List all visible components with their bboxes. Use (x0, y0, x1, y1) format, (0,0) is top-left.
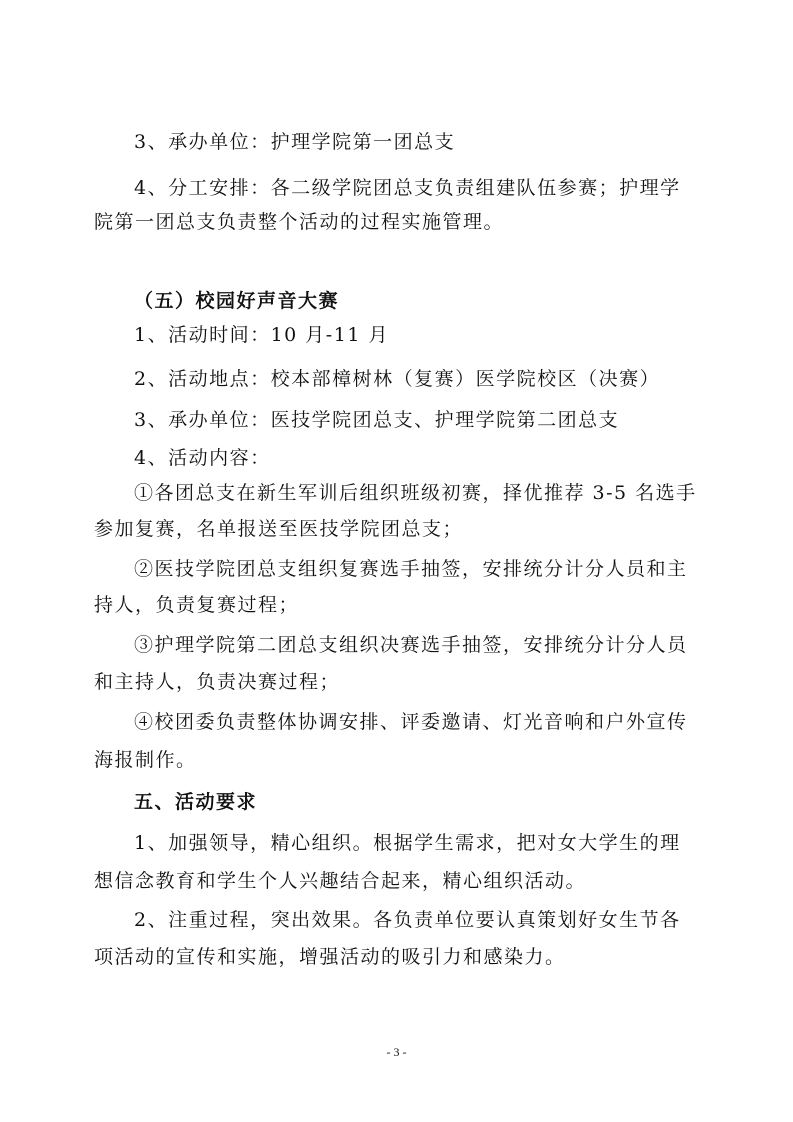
division-line: 4、分工安排：各二级学院团总支负责组建队伍参赛；护理学 (134, 177, 681, 199)
activity-place: 2、活动地点：校本部樟树林（复赛）医学院校区（决赛） (134, 368, 661, 390)
requirement-2: 2、注重过程，突出效果。各负责单位要认真策划好女生节各 (134, 909, 681, 931)
content-item-3: ③护理学院第二团总支组织决赛选手抽签，安排统分计分人员 (134, 634, 688, 656)
content-item-2-cont: 持人，负责复赛过程； (94, 594, 300, 616)
requirement-2-cont: 项活动的宣传和实施，增强活动的吸引力和感染力。 (94, 946, 566, 968)
activity-time: 1、活动时间：10 月-11 月 (134, 324, 389, 346)
requirements-heading: 五、活动要求 (134, 791, 258, 813)
activity-content-label: 4、活动内容： (134, 447, 271, 469)
organizer-line: 3、承办单位：护理学院第一团总支 (134, 131, 456, 153)
content-item-4-cont: 海报制作。 (94, 749, 197, 771)
requirement-1: 1、加强领导，精心组织。根据学生需求，把对女大学生的理 (134, 832, 681, 854)
contest-heading: （五）校园好声音大赛 (134, 290, 340, 312)
activity-host: 3、承办单位：医技学院团总支、护理学院第二团总支 (134, 409, 620, 431)
content-item-1-cont: 参加复赛，名单报送至医技学院团总支； (94, 518, 464, 540)
content-item-4: ④校团委负责整体协调安排、评委邀请、灯光音响和户外宣传 (134, 711, 688, 733)
content-item-3-cont: 和主持人，负责决赛过程； (94, 671, 341, 693)
content-item-1: ①各团总支在新生军训后组织班级初赛，择优推荐 3-5 名选手 (134, 482, 697, 504)
page-number: - 3 - (386, 1045, 407, 1059)
content-item-2: ②医技学院团总支组织复赛选手抽签，安排统分计分人员和主 (134, 558, 688, 580)
requirement-1-cont: 想信念教育和学生个人兴趣结合起来，精心组织活动。 (94, 870, 587, 892)
division-line-cont: 院第一团总支负责整个活动的过程实施管理。 (94, 211, 505, 233)
